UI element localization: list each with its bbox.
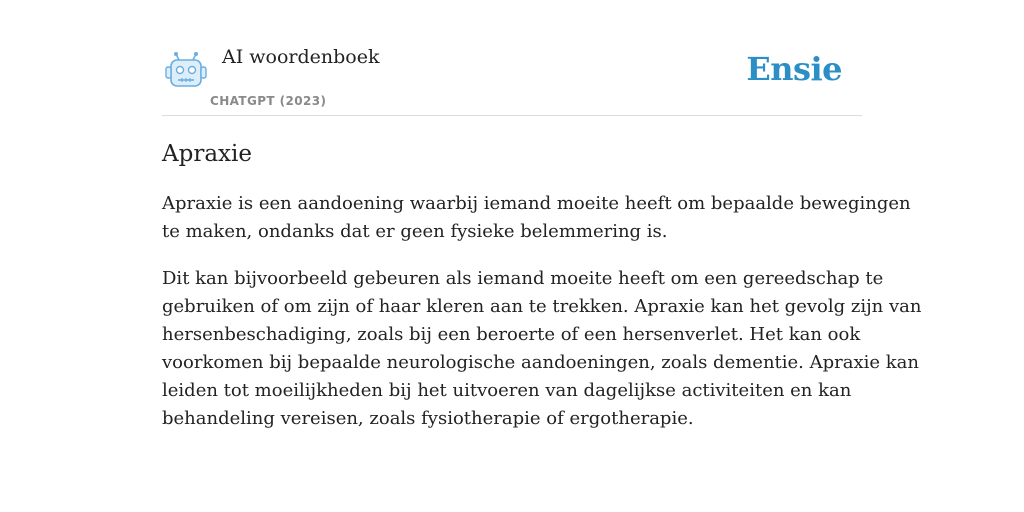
paragraph-line: te maken, ondanks dat er geen fysieke belemmering is.	[162, 221, 668, 242]
paragraph-line: Dit kan bijvoorbeeld gebeuren als iemand moeite heeft om een gereedschap te	[162, 268, 884, 289]
robot-icon	[165, 50, 207, 90]
definition-paragraph-1	[162, 190, 911, 246]
paragraph-line: behandeling vereisen, zoals fysiotherapie of ergotherapie.	[162, 408, 694, 429]
definition-card	[162, 0, 922, 433]
paragraph-line: voorkomen bij bepaalde neurologische aandoeningen, zoals dementie. Apraxie kan	[162, 352, 919, 373]
brand-logo[interactable]: Ensie	[746, 50, 842, 88]
paragraph-line: hersenbeschadiging, zoals bij een beroerte of een hersenverlet. Het kan ook	[162, 324, 861, 345]
paragraph-line: leiden tot moeilijkheden bij het uitvoeren van dagelijkse activiteiten en kan	[162, 380, 852, 401]
source-header	[162, 0, 862, 116]
source-name[interactable]: AI woordenboek	[222, 46, 380, 68]
paragraph-line: gebruiken of om zijn of haar kleren aan te trekken. Apraxie kan het gevolg zijn van	[162, 296, 922, 317]
source-meta: CHATGPT (2023)	[210, 94, 327, 108]
entry-term: Apraxie	[162, 141, 252, 167]
paragraph-line: Apraxie is een aandoening waarbij iemand moeite heeft om bepaalde bewegingen	[162, 193, 911, 214]
definition-paragraph-2	[162, 265, 922, 433]
